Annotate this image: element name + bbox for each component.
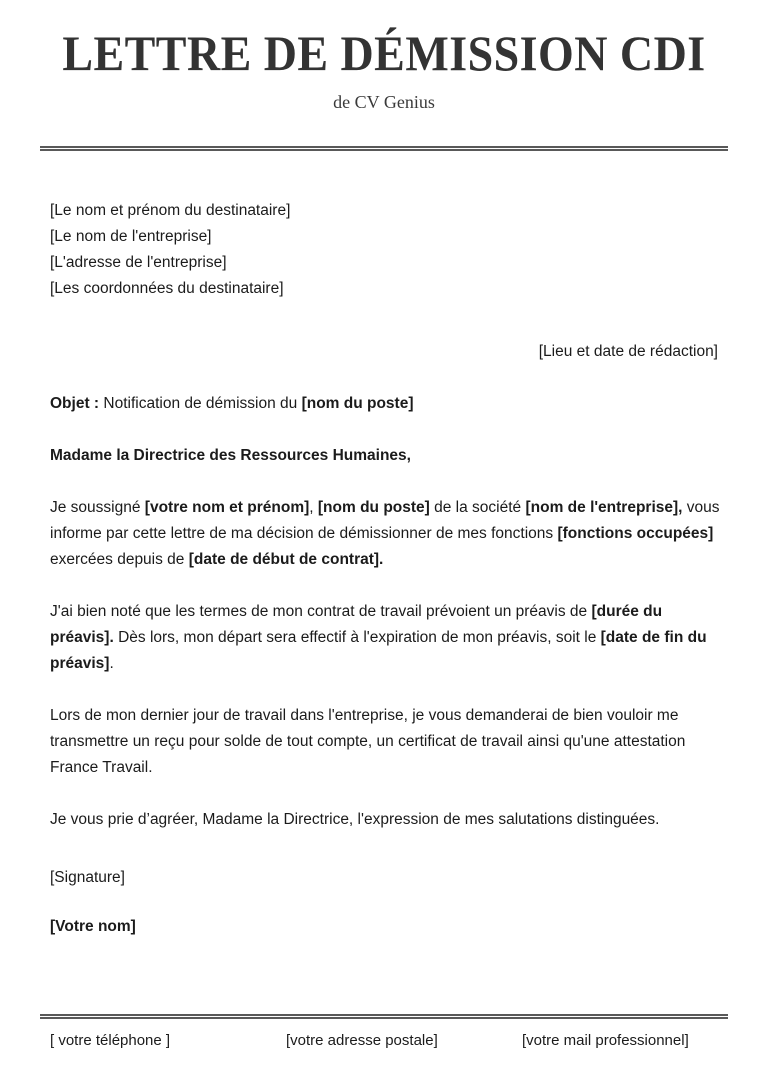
p1-name-placeholder: [votre nom et prénom] [144, 499, 310, 516]
p1-seg1: Je soussigné [50, 499, 145, 516]
p1-company-placeholder: [nom de l'entreprise], [525, 499, 683, 516]
paragraph-notice-period [50, 599, 728, 677]
p2-seg2: Dès lors, mon départ sera effectif à l'expiration de mon préavis, soit le [113, 629, 601, 646]
recipient-contact-details: [Les coordonnées du destinataire] [50, 280, 284, 297]
p1-position-placeholder: [nom du poste] [317, 499, 430, 516]
document-footer [50, 1032, 730, 1049]
p1-duties-placeholder: [fonctions occupées] [557, 525, 714, 542]
signer-name-placeholder: [Votre nom] [50, 918, 136, 935]
page-title: LETTRE DE DÉMISSION CDI [62, 25, 706, 81]
letter-body [50, 198, 728, 940]
p1-seg2: , [309, 499, 318, 516]
p2-seg3: . [109, 655, 114, 672]
subject-line [50, 391, 728, 417]
subject-position-placeholder: [nom du poste] [301, 395, 414, 412]
p1-start-date-placeholder: [date de début de contrat]. [188, 551, 384, 568]
document-header [0, 0, 768, 113]
p1-seg5: exercées depuis de [50, 551, 189, 568]
header-divider [40, 146, 728, 151]
subject-label: Objet : [50, 395, 100, 412]
p2-end-date-placeholder: [date de fin du préavis] [50, 629, 707, 672]
subject-text: Notification de démission du [99, 395, 302, 412]
place-and-date: [Lieu et date de rédaction] [538, 343, 718, 360]
recipient-company-address: [L'adresse de l'entreprise] [50, 254, 227, 271]
paragraph-resignation-notice [50, 495, 728, 573]
signature-placeholder: [Signature] [50, 869, 125, 886]
recipient-address-block [50, 198, 728, 302]
p2-notice-duration-placeholder: [durée du préavis]. [50, 603, 663, 646]
p1-seg4: vous informe par cette lettre de ma décision de démissionner de mes fonctions [50, 499, 720, 542]
salutation: Madame la Directrice des Ressources Humaines, [50, 447, 411, 464]
p2-seg1: J'ai bien noté que les termes de mon contrat de travail prévoient un préavis de [50, 603, 592, 620]
footer-divider [40, 1014, 728, 1019]
p1-seg3: de la société [429, 499, 526, 516]
footer-email: [votre mail professionnel] [522, 1032, 689, 1049]
recipient-company: [Le nom de l'entreprise] [50, 228, 212, 245]
paragraph-final-documents: Lors de mon dernier jour de travail dans l'entreprise, je vous demanderai de bien vouloir me transmettre un reçu pour solde de tout compte, un certificat de travail ainsi qu'une attestation France Travail. [50, 707, 686, 776]
footer-address: [votre adresse postale] [286, 1032, 438, 1049]
document-subtitle: de CV Genius [333, 92, 435, 112]
paragraph-closing-formula: Je vous prie d’agréer, Madame la Directrice, l'expression de mes salutations distinguées. [50, 811, 660, 828]
recipient-name: [Le nom et prénom du destinataire] [50, 202, 291, 219]
footer-phone: [ votre téléphone ] [50, 1032, 171, 1049]
